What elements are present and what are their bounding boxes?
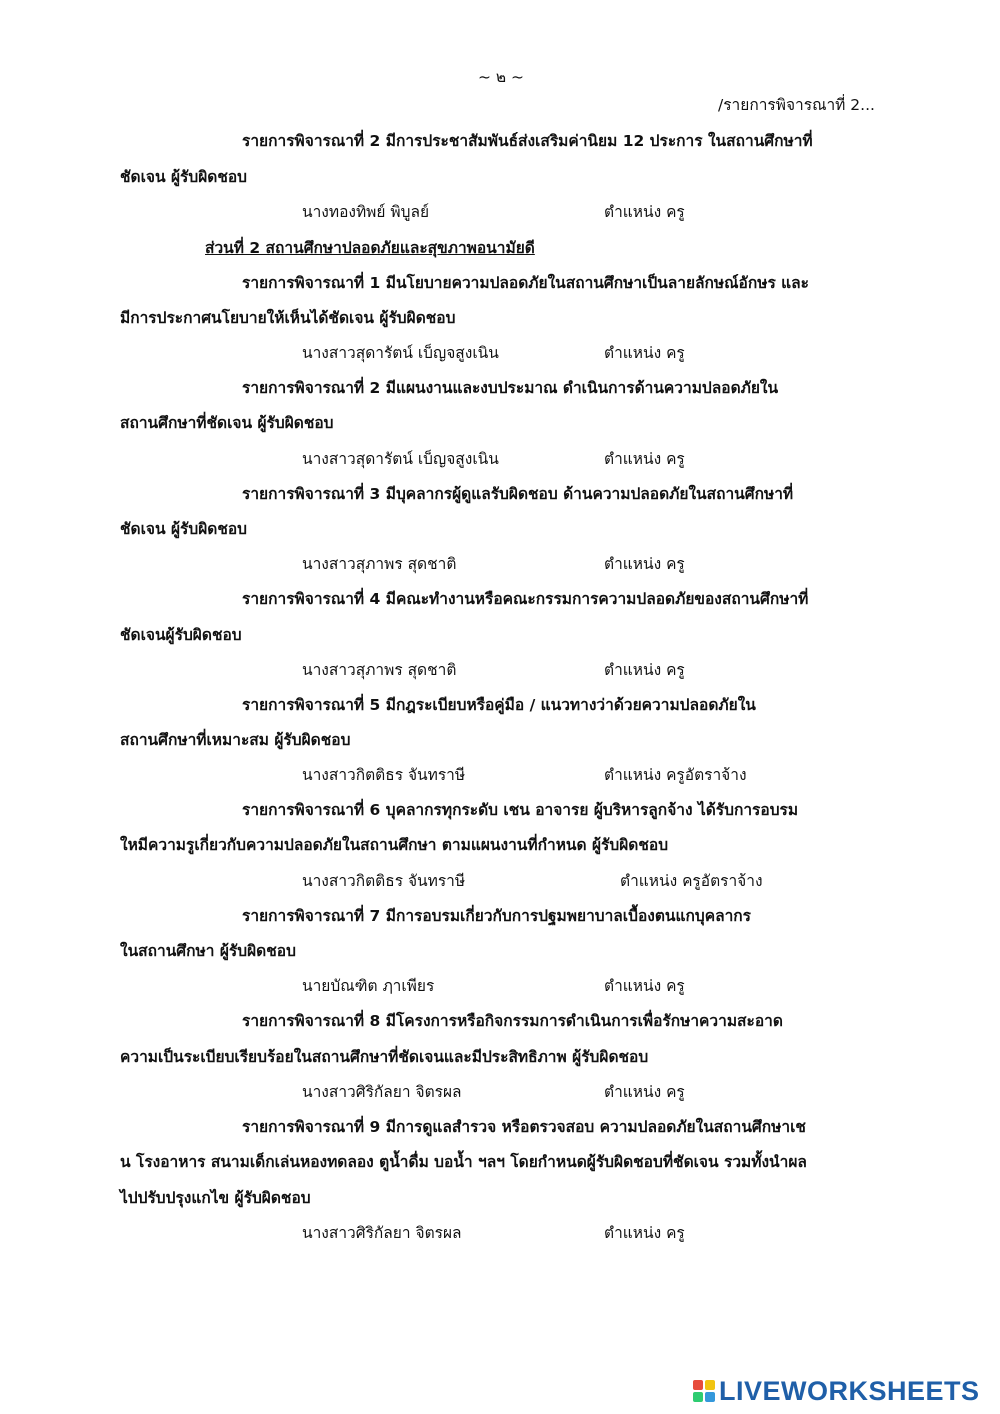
responsible-position: ตำแหน่ง ครู	[604, 977, 685, 995]
item-line: ในสถานศึกษา ผู้รับผิดชอบ	[120, 942, 296, 960]
item-line: สถานศึกษาที่ชัดเจน ผู้รับผิดชอบ	[120, 414, 334, 432]
item-line: รายการพิจารณาที่ 4 มีคณะทำงานหรือคณะกรรมการความปลอดภัยของสถานศึกษาที่	[242, 590, 809, 608]
item-line: รายการพิจารณาที่ 3 มีบุคลากรผู้ดูแลรับผิดชอบ ด้านความปลอดภัยในสถานศึกษาที่	[242, 485, 794, 503]
responsible-person: นางทองทิพย์ พิบูลย์	[302, 203, 430, 221]
item-line: ความเป็นระเบียบเรียบร้อยในสถานศึกษาที่ชัดเจนและมีประสิทธิภาพ ผู้รับผิดชอบ	[120, 1048, 649, 1066]
responsible-person: นางสาวกิตติธร จันทราษี	[302, 766, 466, 784]
item-line: รายการพิจารณาที่ 1 มีนโยบายความปลอดภัยในสถานศึกษาเป็นลายลักษณ์อักษร และ	[242, 274, 809, 292]
item-line: รายการพิจารณาที่ 2 มีการประชาสัมพันธ์ส่งเสริมค่านิยม 12 ประการ ในสถานศึกษาที่	[242, 132, 813, 150]
section-heading: ส่วนที่ 2 สถานศึกษาปลอดภัยและสุขภาพอนามัยดี	[205, 239, 535, 257]
item-line: รายการพิจารณาที่ 7 มีการอบรมเกี่ยวกับการปฐมพยาบาลเบื้องตนแกบุคลากร	[242, 907, 751, 925]
item-line: สถานศึกษาที่เหมาะสม ผู้รับผิดชอบ	[120, 731, 351, 749]
responsible-person: นางสาวสุภาพร สุดชาติ	[302, 661, 457, 679]
item-line: มีการประกาศนโยบายให้เห็นได้ชัดเจน ผู้รับผิดชอบ	[120, 309, 456, 327]
responsible-position: ตำแหน่ง ครู	[604, 344, 685, 362]
item-line: รายการพิจารณาที่ 9 มีการดูแลสำรวจ หรือตรวจสอบ ความปลอดภัยในสถานศึกษาเช	[242, 1118, 806, 1136]
item-line: รายการพิจารณาที่ 2 มีแผนงานและงบประมาณ ดำเนินการด้านความปลอดภัยใน	[242, 379, 779, 397]
responsible-position: ตำแหน่ง ครู	[604, 1224, 685, 1242]
responsible-position: ตำแหน่ง ครูอัตราจ้าง	[620, 872, 763, 890]
liveworksheets-logo	[693, 1374, 980, 1408]
brand-text: LIVEWORKSHEETS	[719, 1375, 980, 1406]
responsible-person: นางสาวสุดารัตน์ เบ็ญจสูงเนิน	[302, 344, 499, 362]
item-line: รายการพิจารณาที่ 6 บุคลากรทุกระดับ เชน อาจารย ผู้บริหารลูกจ้าง ได้รับการอบรม	[242, 801, 799, 819]
responsible-person: นางสาวกิตติธร จันทราษี	[302, 872, 466, 890]
item-line: น โรงอาหาร สนามเด็กเล่นหองทดลอง ตูน้ำดื่ม บอน้ำ ฯลฯ โดยกำหนดผู้รับผิดชอบที่ชัดเจน รวมทั้งนำผล	[120, 1153, 807, 1171]
page-number: ~ ๒ ~	[478, 68, 525, 86]
responsible-position: ตำแหน่ง ครู	[604, 203, 685, 221]
item-line: ชัดเจนผู้รับผิดชอบ	[120, 626, 242, 644]
responsible-person: นางสาวสุดารัตน์ เบ็ญจสูงเนิน	[302, 450, 499, 468]
logo-squares-icon	[693, 1380, 715, 1402]
responsible-position: ตำแหน่ง ครู	[604, 661, 685, 679]
item-line: ไปปรับปรุงแกไข ผู้รับผิดชอบ	[120, 1189, 311, 1207]
responsible-person: นางสาวศิริกัลยา จิตรผล	[302, 1224, 462, 1242]
item-line: ใหมีความรูเกี่ยวกับความปลอดภัยในสถานศึกษา ตามแผนงานที่กำหนด ผู้รับผิดชอบ	[120, 836, 669, 854]
responsible-position: ตำแหน่ง ครู	[604, 1083, 685, 1101]
responsible-position: ตำแหน่ง ครู	[604, 555, 685, 573]
item-line: รายการพิจารณาที่ 8 มีโครงการหรือกิจกรรมการดำเนินการเพื่อรักษาความสะอาด	[242, 1012, 783, 1030]
responsible-person: นายบัณฑิต ฦาเพียร	[302, 977, 435, 995]
continuation-note: /รายการพิจารณาที่ 2...	[718, 96, 875, 114]
item-line: ชัดเจน ผู้รับผิดชอบ	[120, 520, 248, 538]
item-line: ชัดเจน ผู้รับผิดชอบ	[120, 168, 248, 186]
responsible-position: ตำแหน่ง ครูอัตราจ้าง	[604, 766, 747, 784]
responsible-person: นางสาวสุภาพร สุดชาติ	[302, 555, 457, 573]
item-line: รายการพิจารณาที่ 5 มีกฎระเบียบหรือคู่มือ / แนวทางว่าด้วยความปลอดภัยใน	[242, 696, 756, 714]
responsible-position: ตำแหน่ง ครู	[604, 450, 685, 468]
responsible-person: นางสาวศิริกัลยา จิตรผล	[302, 1083, 462, 1101]
